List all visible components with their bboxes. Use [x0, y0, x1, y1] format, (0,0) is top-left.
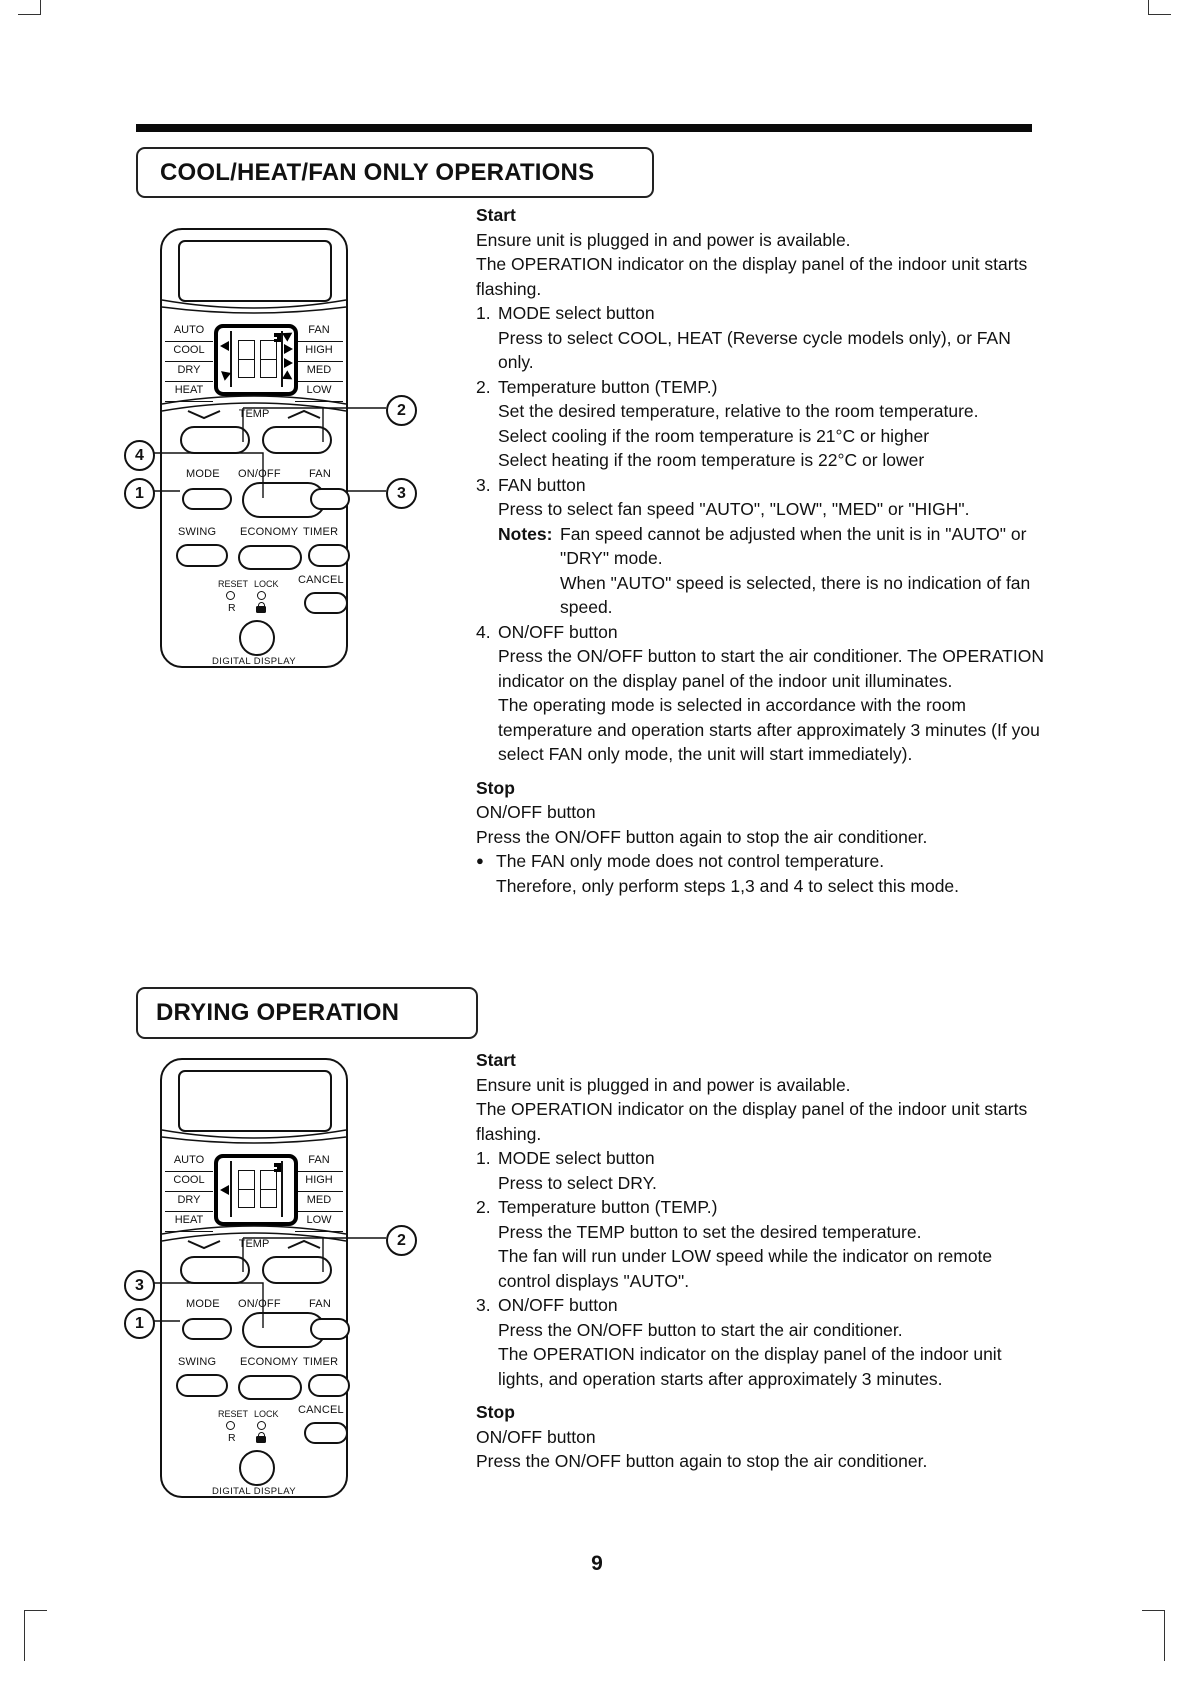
stop-heading: Stop: [476, 1402, 515, 1422]
intro-line: Ensure unit is plugged in and power is available.: [476, 229, 851, 250]
economy-button: [238, 1375, 302, 1400]
lock-label: LOCK: [254, 579, 279, 589]
crop-mark-bottom-left: [24, 1610, 47, 1661]
timer-button-label: TIMER: [303, 526, 339, 538]
step-2: 2. Temperature button (TEMP.) Press the TEMP button to set the desired temperature. The fan will run under LOW speed while the indicator on remote control displays "AUTO".: [476, 1195, 1046, 1293]
economy-button-label: ECONOMY: [240, 1356, 299, 1368]
temp-down-button: [180, 1256, 250, 1284]
intro-line: The OPERATION indicator on the display panel of the indoor unit starts flashing.: [476, 1099, 1028, 1144]
fan-button: [310, 488, 350, 510]
fan-label-column: [295, 322, 343, 402]
reset-button: [226, 591, 235, 600]
lcd-display: [214, 324, 298, 396]
timer-button-label: TIMER: [303, 1356, 339, 1368]
remote-control-diagram-1: [118, 228, 428, 694]
digital-display-label: DIGITAL DISPLAY: [212, 1486, 296, 1497]
lcd-left-line: [230, 331, 232, 387]
notes-label: Notes:: [498, 523, 553, 544]
reset-label: RESET: [218, 579, 249, 589]
mode-button-label: MODE: [186, 1298, 220, 1310]
cancel-button: [304, 1422, 348, 1444]
step-1: 1. MODE select button Press to select COOL, HEAT (Reverse cycle models only), or FAN only.: [476, 301, 1046, 375]
reset-button: [226, 1421, 235, 1430]
reset-r-label: R: [228, 602, 236, 614]
mode-label-column: [165, 322, 213, 402]
temp-up-button: [262, 1256, 332, 1284]
section1-text: [476, 203, 1046, 898]
remote-control-diagram-2: [118, 1058, 428, 1524]
section2-text: [476, 1048, 1046, 1474]
mode-label-heat: HEAT: [165, 382, 213, 402]
fan-label-fan: FAN: [295, 322, 343, 342]
intro-line: The OPERATION indicator on the display panel of the indoor unit starts flashing.: [476, 254, 1028, 299]
callout-3: 3: [124, 1270, 155, 1301]
lock-button: [257, 1421, 266, 1430]
remote-body: [160, 1058, 348, 1498]
onoff-button-label: ON/OFF: [238, 1298, 281, 1310]
step-title: ON/OFF button: [498, 621, 618, 642]
notes-block: [498, 522, 1046, 620]
step-body: The fan will run under LOW speed while the indicator on remote control displays "AUTO".: [498, 1246, 993, 1291]
chevron-down-icon: [186, 1239, 222, 1250]
fan-label-column: [295, 1152, 343, 1232]
arrow-right-icon: [284, 358, 293, 368]
digital-display-circle: [239, 1450, 275, 1486]
crop-mark-top-right: [1148, 0, 1171, 15]
fan-label-med: MED: [295, 362, 343, 382]
page-number: 9: [591, 1552, 603, 1575]
stop-line: Press the ON/OFF button again to stop the air conditioner.: [476, 826, 928, 847]
mode-label-auto: AUTO: [165, 1152, 213, 1172]
step-body: Press the ON/OFF button to start the air conditioner. The OPERATION indicator on the display panel of the indoor unit illuminates.: [498, 646, 1044, 691]
section1-title: COOL/HEAT/FAN ONLY OPERATIONS: [160, 158, 595, 186]
reset-r-label: R: [228, 1432, 236, 1444]
mode-button-label: MODE: [186, 468, 220, 480]
digital-display-circle: [239, 620, 275, 656]
temp-label: TEMP: [238, 1238, 270, 1250]
arrow-right-icon: [284, 344, 293, 354]
chevron-up-icon: [286, 409, 322, 420]
remote-display-window: [178, 240, 332, 302]
swing-button-label: SWING: [178, 1356, 217, 1368]
economy-button: [238, 545, 302, 570]
arrow-right-icon: [282, 370, 295, 383]
bullet-icon: ●: [476, 853, 484, 868]
section-divider-rule: [136, 124, 1032, 132]
callout-2: 2: [386, 395, 417, 426]
temp-row: [162, 1234, 346, 1254]
timer-button: [308, 544, 350, 567]
fan-label-low: LOW: [295, 382, 343, 402]
lcd-digit-1: [238, 1170, 255, 1208]
mode-label-cool: COOL: [165, 342, 213, 362]
section1-title-box: [136, 147, 654, 198]
section2-title-box: [136, 987, 478, 1039]
lock-button: [257, 591, 266, 600]
start-heading: Start: [476, 1050, 516, 1070]
note-line: Fan speed cannot be adjusted when the unit is in "AUTO" or "DRY" mode.: [560, 523, 1027, 568]
fan-button: [310, 1318, 350, 1340]
fan-label-low: LOW: [295, 1212, 343, 1232]
step-3: 3. FAN button Press to select fan speed "AUTO", "LOW", "MED" or "HIGH". Notes: Fan speed cannot be adjusted when the unit is in "AUTO" or "DRY" mode. When "AUTO" speed is selected, there is no indication of fan speed.: [476, 473, 1046, 620]
callout-4: 4: [124, 440, 155, 471]
step-body: Press to select DRY.: [498, 1172, 657, 1193]
callout-2: 2: [386, 1225, 417, 1256]
arrow-left-icon: [220, 1185, 229, 1195]
section2-title: DRYING OPERATION: [156, 999, 400, 1026]
mode-label-auto: AUTO: [165, 322, 213, 342]
timer-button: [308, 1374, 350, 1397]
temp-up-button: [262, 426, 332, 454]
swing-button-label: SWING: [178, 526, 217, 538]
lock-icon: [256, 1436, 266, 1443]
lcd-display: [214, 1154, 298, 1226]
onoff-button-label: ON/OFF: [238, 468, 281, 480]
reset-label: RESET: [218, 1409, 249, 1419]
cancel-button-label: CANCEL: [298, 1404, 344, 1416]
arrow-right-icon: [282, 328, 295, 341]
step-body: Press to select COOL, HEAT (Reverse cycle models only), or FAN only.: [498, 327, 1011, 372]
step-1: 1. MODE select button Press to select DRY.: [476, 1146, 1046, 1195]
digital-display-label: DIGITAL DISPLAY: [212, 656, 296, 667]
lcd-digit-1: [238, 340, 255, 378]
mode-label-heat: HEAT: [165, 1212, 213, 1232]
lcd-right-line: [281, 1161, 283, 1217]
temp-down-button: [180, 426, 250, 454]
step-title: MODE select button: [498, 303, 655, 323]
lcd-left-line: [230, 1161, 232, 1217]
mode-label-dry: DRY: [165, 1192, 213, 1212]
step-title: Temperature button (TEMP.): [498, 1197, 718, 1217]
step-body: Press to select fan speed "AUTO", "LOW", "MED" or "HIGH".: [498, 499, 970, 519]
swing-button: [176, 1374, 228, 1397]
mode-label-cool: COOL: [165, 1172, 213, 1192]
lock-label: LOCK: [254, 1409, 279, 1419]
swing-button: [176, 544, 228, 567]
step-body: Set the desired temperature, relative to the room temperature.: [498, 401, 979, 421]
step-title: Temperature button (TEMP.): [498, 376, 718, 397]
bullet-note: [476, 849, 1046, 898]
mode-button: [182, 488, 232, 510]
fan-label-high: HIGH: [295, 342, 343, 362]
stop-line: ON/OFF button: [476, 1426, 596, 1447]
chevron-down-icon: [186, 409, 222, 420]
stop-line: Press the ON/OFF button again to stop the air conditioner.: [476, 1451, 928, 1471]
stop-line: ON/OFF button: [476, 802, 596, 822]
chevron-up-icon: [286, 1239, 322, 1250]
callout-1: 1: [124, 478, 155, 509]
crop-mark-bottom-right: [1142, 1610, 1165, 1661]
step-body: Press the ON/OFF button to start the air conditioner.: [498, 1319, 903, 1340]
mode-label-dry: DRY: [165, 362, 213, 382]
intro-line: Ensure unit is plugged in and power is available.: [476, 1074, 851, 1095]
lcd-digit-2: [260, 340, 277, 378]
step-2: 2. Temperature button (TEMP.) Set the desired temperature, relative to the room temperature. Select cooling if the room temperature is 21°C or higher Select heating if the room temperature is 22°C or lower: [476, 375, 1046, 473]
mode-label-column: [165, 1152, 213, 1232]
fan-label-fan: FAN: [295, 1152, 343, 1172]
bullet-line: Therefore, only perform steps 1,3 and 4 to select this mode.: [496, 875, 960, 896]
start-heading: Start: [476, 205, 516, 225]
celsius-indicator-icon: [274, 333, 281, 342]
fan-button-label: FAN: [309, 1298, 331, 1310]
cancel-button-label: CANCEL: [298, 574, 344, 586]
step-title: ON/OFF button: [498, 1295, 618, 1315]
temp-row: [162, 404, 346, 424]
callout-3: 3: [386, 478, 417, 509]
step-body: The OPERATION indicator on the display panel of the indoor unit lights, and operation starts after approximately 3 minutes.: [498, 1344, 1002, 1389]
bullet-line: The FAN only mode does not control temperature.: [496, 851, 885, 871]
fan-label-med: MED: [295, 1192, 343, 1212]
remote-display-window: [178, 1070, 332, 1132]
step-body: Select cooling if the room temperature is 21°C or higher: [498, 425, 930, 446]
crop-mark-top-left: [18, 0, 41, 15]
lock-icon: [256, 606, 266, 613]
fan-label-high: HIGH: [295, 1172, 343, 1192]
step-title: MODE select button: [498, 1148, 655, 1168]
step-body: Select heating if the room temperature is 22°C or lower: [498, 450, 925, 470]
stop-heading: Stop: [476, 777, 515, 798]
lcd-digit-2: [260, 1170, 277, 1208]
step-title: FAN button: [498, 474, 586, 495]
mode-button: [182, 1318, 232, 1340]
step-3: 3. ON/OFF button Press the ON/OFF button to start the air conditioner. The OPERATION indicator on the display panel of the indoor unit lights, and operation starts after approximately 3 minutes.: [476, 1293, 1046, 1391]
callout-1: 1: [124, 1308, 155, 1339]
temp-label: TEMP: [238, 408, 270, 420]
note-line: When "AUTO" speed is selected, there is no indication of fan speed.: [560, 572, 1031, 617]
celsius-indicator-icon: [274, 1163, 281, 1172]
step-4: 4. ON/OFF button Press the ON/OFF button to start the air conditioner. The OPERATION indicator on the display panel of the indoor unit illuminates. The operating mode is selected in accordance with the room temperature and operation starts after approximately 3 minutes (If you select FAN only mode, the unit will start immediately).: [476, 620, 1046, 767]
economy-button-label: ECONOMY: [240, 526, 299, 538]
arrow-left-icon: [220, 341, 229, 351]
fan-button-label: FAN: [309, 468, 331, 480]
cancel-button: [304, 592, 348, 614]
step-body: The operating mode is selected in accordance with the room temperature and operation starts after approximately 3 minutes (If you select FAN only mode, the unit will start immediately).: [498, 695, 1040, 764]
remote-body: [160, 228, 348, 668]
step-body: Press the TEMP button to set the desired temperature.: [498, 1221, 922, 1242]
